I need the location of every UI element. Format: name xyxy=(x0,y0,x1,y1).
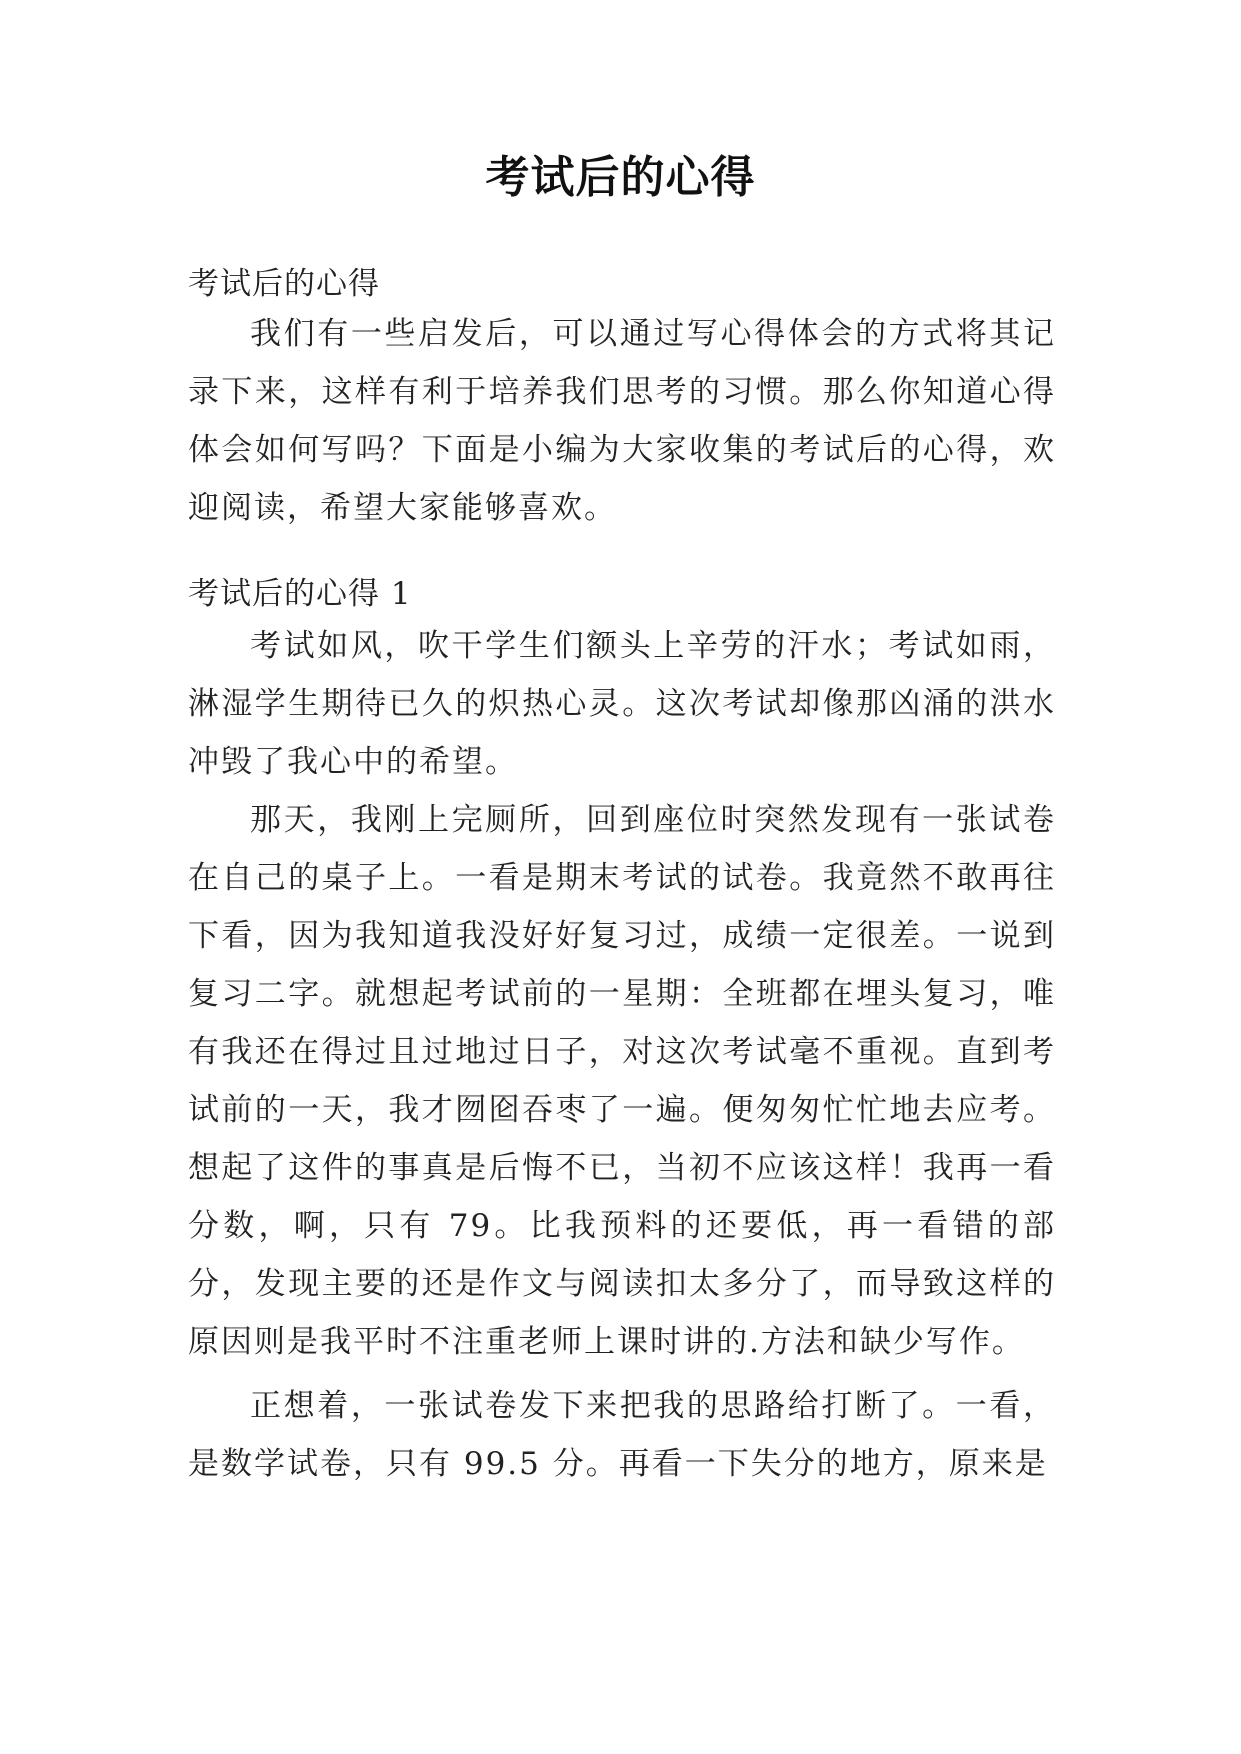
document-title: 考试后的心得 xyxy=(485,152,756,203)
section1-heading: 考试后的心得 1 xyxy=(188,576,412,612)
intro-paragraph-block xyxy=(188,305,1056,537)
intro-paragraph: 我们有一些启发后，可以通过写心得体会的方式将其记录下来，这样有利于培养我们思考的习惯。那么你知道心得体会如何写吗？下面是小编为大家收集的考试后的心得，欢迎阅读，希望大家能够喜欢。 xyxy=(188,316,1056,526)
section1-paragraph-3: 正想着，一张试卷发下来把我的思路给打断了。一看，是数学试卷，只有 99.5 分。再看一下失分的地方，原来是 xyxy=(188,1388,1056,1482)
section1-paragraph-2: 那天，我刚上完厕所，回到座位时突然发现有一张试卷在自己的桌子上。一看是期末考试的试卷。我竟然不敢再往下看，因为我知道我没好好复习过，成绩一定很差。一说到复习二字。就想起考试前的一星期：全班都在埋头复习，唯有我还在得过且过地过日子，对这次考试毫不重视。直到考试前的一天，我才囫囵吞枣了一遍。便匆匆忙忙地去应考。想起了这件的事真是后悔不已，当初不应该这样！我再一看分数，啊，只有 79。比我预料的还要低，再一看错的部分，发现主要的还是作文与阅读扣太多分了，而导致这样的原因则是我平时不注重老师上课时讲的.方法和缺少写作。 xyxy=(188,802,1056,1360)
section1-paragraph-block xyxy=(188,617,1056,1493)
intro-heading: 考试后的心得 xyxy=(188,266,380,302)
section1-paragraph-1: 考试如风，吹干学生们额头上辛劳的汗水；考试如雨，淋湿学生期待已久的炽热心灵。这次考试却像那凶涌的洪水冲毁了我心中的希望。 xyxy=(188,628,1056,780)
